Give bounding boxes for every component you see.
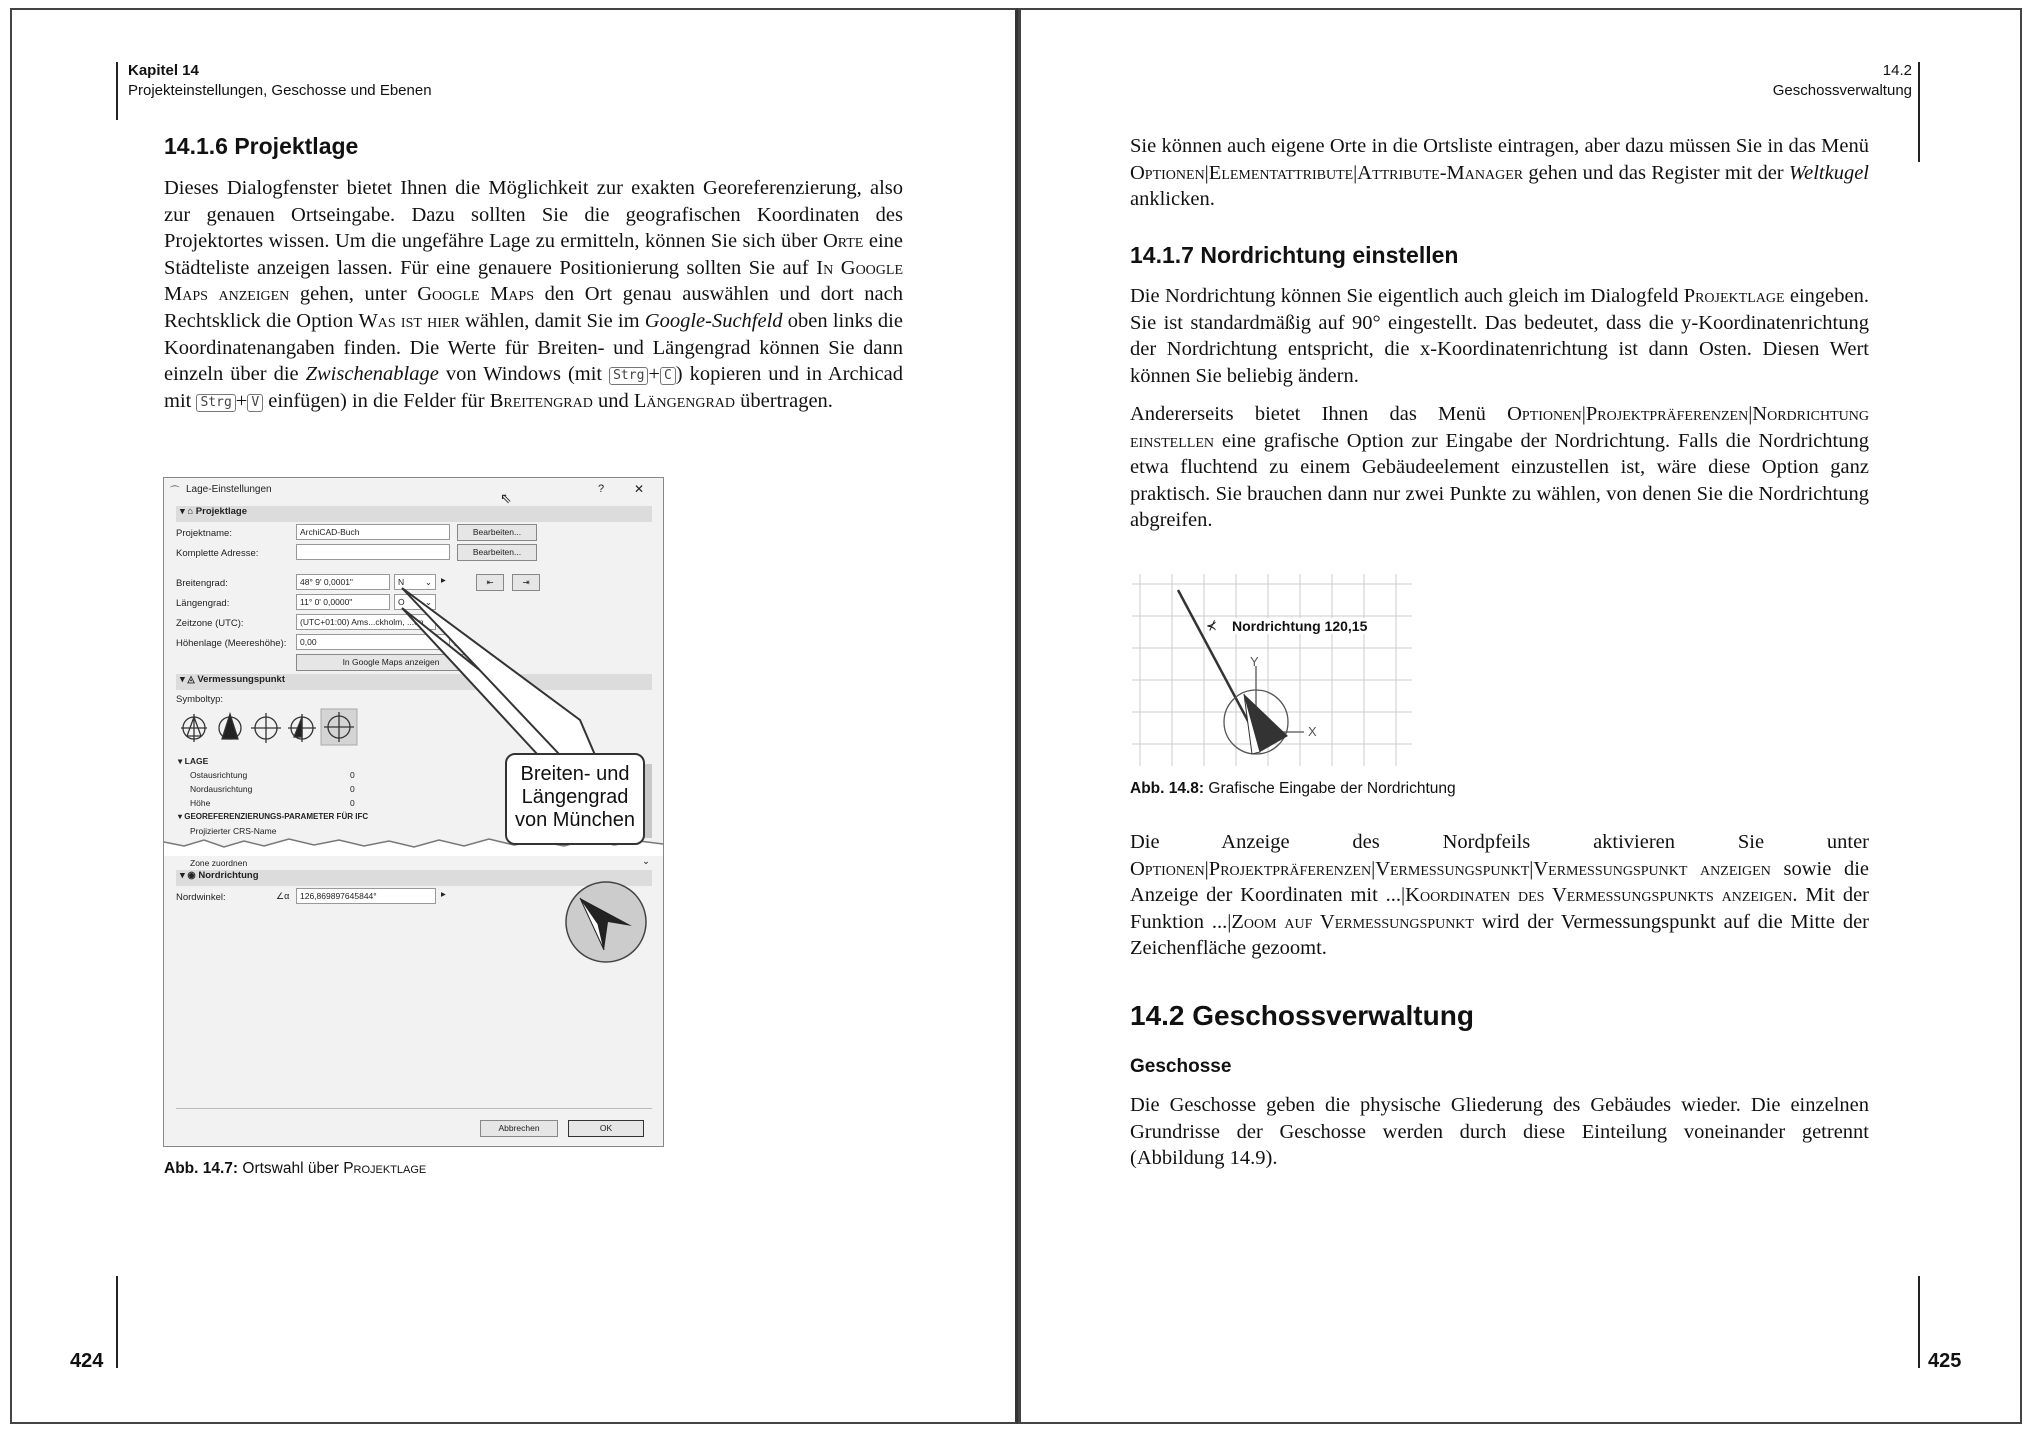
nordausrichtung-label: Nordausrichtung [190, 784, 253, 794]
key-v: V [247, 394, 263, 412]
help-icon[interactable]: ? [598, 483, 605, 495]
lage-header[interactable]: ▾ LAGE [178, 756, 209, 766]
figure-nordrichtung [1132, 574, 1412, 766]
compass-snap-icon: ⊀ [1206, 618, 1217, 633]
abbrechen-button[interactable]: Abbrechen [480, 1120, 558, 1137]
nordwinkel-arrow-icon[interactable]: ▸ [441, 889, 446, 900]
paragraph-ortsliste: Sie können auch eigene Orte in die Ortsliste eintragen, aber dazu müssen Sie in das Menü Optionen|Elementattribute|Attribute-Manager gehen und das Register mit der Weltkugel anklicken. [1130, 135, 1869, 211]
chapter-title: Projekteinstellungen, Geschosse und Ebenen [128, 82, 432, 99]
footer-rule-left [116, 1276, 118, 1368]
hoehe-row-value[interactable]: 0 [350, 798, 355, 808]
paragraph-projektlage: Dieses Dialogfenster bietet Ihnen die Möglichkeit zur exakten Georeferenzierung, also zur genauen Ortseingabe. Dazu sollten Sie die geografischen Koordinaten des Projektortes wissen. Um die ungefähre Lage zu ermitteln, können Sie sich über Orte eine Städteliste anzeigen lassen. Für eine genauere Positionierung sollten Sie auf In Google Maps anzeigen gehen, unter Google Maps den Ort genau auswählen und dort nach Rechtsklick die Option Was ist hier wählen, damit Sie im Google-Suchfeld oben links die Koordinatenangaben finden. Die Werte für Breiten- und Längengrad können Sie dann einzeln über die Zwischenablage von Windows (mit Strg + C ) kopieren und in Archicad mit Strg + V einfügen) in die Felder für Breitengrad und Längengrad übertragen. [164, 177, 903, 412]
ostausrichtung-label: Ostausrichtung [190, 770, 248, 780]
dialog-icon: ⌒ [170, 486, 180, 497]
section-title: Geschossverwaltung [1772, 82, 1912, 99]
georef-header[interactable]: ▾ GEOREFERENZIERUNGS-PARAMETER FÜR IFC [178, 812, 369, 821]
section-vermessungspunkt[interactable]: ▾ ◬ Vermessungspunkt [176, 674, 652, 690]
google-maps-button[interactable]: In Google Maps anzeigen [296, 654, 486, 671]
paragraph-nordrichtung-2: Andererseits bietet Ihnen das Menü Optionen|Projektpräferenzen|Nordrichtung einstellen eine grafische Option zur Eingabe der Nordrichtung. Falls die Nordrichtung etwa fluchtend zu einem Gebäudeelement einzustellen ist, wäre diese Option ganz praktisch. Sie brauchen dann nur zwei Punkte zu wählen, von denen Sie die Nordrichtung abgreifen. [1130, 403, 1869, 532]
page-number-left: 424 [70, 1350, 104, 1372]
adresse-label: Komplette Adresse: [176, 548, 259, 559]
hoehe-label: Höhenlage (Meereshöhe): [176, 638, 287, 649]
figure-caption-147: Abb. 14.7: Ortswahl über Projektlage [164, 1160, 427, 1177]
nordrichtung-label: Nordrichtung 120,15 [1232, 618, 1368, 634]
right-running-header [1773, 61, 1912, 101]
projektname-label: Projektname: [176, 528, 232, 539]
breitengrad-arrow-icon[interactable]: ▸ [441, 575, 446, 586]
bearbeiten-button-1[interactable]: Bearbeiten... [457, 524, 537, 541]
laengengrad-label: Längengrad: [176, 598, 230, 609]
chapter-heading-142: 14.2 Geschossverwaltung [1130, 1000, 1474, 1031]
paragraph-geschosse: Die Geschosse geben die physische Gliederung des Gebäudes wieder. Die einzelnen Grundrisse der Geschosse werden durch diese Einteilung voneinander getrennt (Abbildung 14.9). [1130, 1094, 1869, 1170]
paragraph-nordrichtung-1: Die Nordrichtung können Sie eigentlich auch gleich im Dialogfeld Projektlage eingeben. Sie ist standardmäßig auf 90° eingestellt. Das bedeutet, dass die y-Koordinatenrichtung der Nordrichtung entspricht, die x-Koordinatenrichtung ist dann Osten. Diesen Wert können Sie beliebig ändern. [1130, 285, 1869, 387]
key-strg-2: Strg [196, 394, 235, 412]
hoehe-field[interactable]: 0,00 [296, 634, 450, 650]
nordrichtung-grid [1132, 574, 1412, 766]
paragraph-nordpfeil: Die Anzeige des Nordpfeils aktivieren Sie unter Optionen|Projektpräferenzen|Vermessungspunkt|Vermessungspunkt anzeigen sowie die Anzeige der Koordinaten mit ...|Koordinaten des Vermessungspunkts anzeigen. Mit der Funktion ...|Zoom auf Vermessungspunkt wird der Vermessungspunkt auf die Mitte der Zeichenfläche gezoomt. [1130, 831, 1870, 960]
nordwinkel-label: Nordwinkel: [176, 892, 226, 903]
figure-caption-148: Abb. 14.8: Grafische Eingabe der Nordrichtung [1130, 780, 1456, 797]
x-axis-label: X [1308, 724, 1317, 739]
cursor-icon: ⇖ [500, 490, 512, 506]
angle-icon: ∠α [276, 891, 290, 901]
section-heading-1416: 14.1.6 Projektlage [164, 133, 359, 159]
y-axis-label: Y [1250, 654, 1259, 669]
nordwinkel-field[interactable]: 126,869897645844° [296, 888, 436, 904]
ostausrichtung-value[interactable]: 0 [350, 770, 355, 780]
section-projektlage[interactable]: ▾ ⌂ Projektlage [176, 506, 652, 522]
laengengrad-dir-select[interactable]: O ⌄ [394, 594, 436, 610]
breitengrad-dir-select[interactable]: N ⌄ [394, 574, 436, 590]
zeitzone-label: Zeitzone (UTC): [176, 618, 244, 629]
subheading-geschosse: Geschosse [1130, 1056, 1232, 1077]
dialog-title: Lage-Einstellungen [186, 484, 272, 495]
zone-chevron-icon[interactable]: ⌄ [642, 856, 650, 867]
bearbeiten-button-2[interactable]: Bearbeiten... [457, 544, 537, 561]
projektname-field[interactable]: ArchiCAD-Buch [296, 524, 450, 540]
breitengrad-label: Breitengrad: [176, 578, 228, 589]
symboltyp-label: Symboltyp: [176, 694, 223, 705]
key-strg: Strg [609, 367, 648, 385]
callout-box: Breiten- und Längengrad von München [505, 753, 645, 845]
section-nordrichtung[interactable]: ▾ ◉ Nordrichtung [176, 870, 652, 886]
hoehe-row-label: Höhe [190, 798, 211, 808]
zone-label: Zone zuordnen [190, 858, 248, 868]
zeitzone-select[interactable]: (UTC+01:00) Ams...ckholm, ...en [296, 614, 436, 630]
close-icon[interactable]: ✕ [634, 482, 645, 496]
ok-button[interactable]: OK [568, 1120, 644, 1137]
import-icon-button[interactable]: ⇤ [476, 574, 504, 591]
laengengrad-field[interactable]: 11° 0' 0,0000" [296, 594, 390, 610]
nordausrichtung-value[interactable]: 0 [350, 784, 355, 794]
chapter-label: Kapitel 14 [128, 62, 199, 79]
footer-rule-right [1918, 1276, 1920, 1368]
breitengrad-field[interactable]: 48° 9' 0,0001" [296, 574, 390, 590]
crs-label: Projizierter CRS-Name [190, 826, 277, 836]
key-c: C [660, 367, 676, 385]
section-number: 14.2 [1882, 62, 1912, 79]
page-number-right: 425 [1928, 1350, 1962, 1372]
export-icon-button[interactable]: ⇥ [512, 574, 540, 591]
section-heading-1417: 14.1.7 Nordrichtung einstellen [1130, 242, 1459, 268]
header-rule-right [1918, 62, 1920, 162]
